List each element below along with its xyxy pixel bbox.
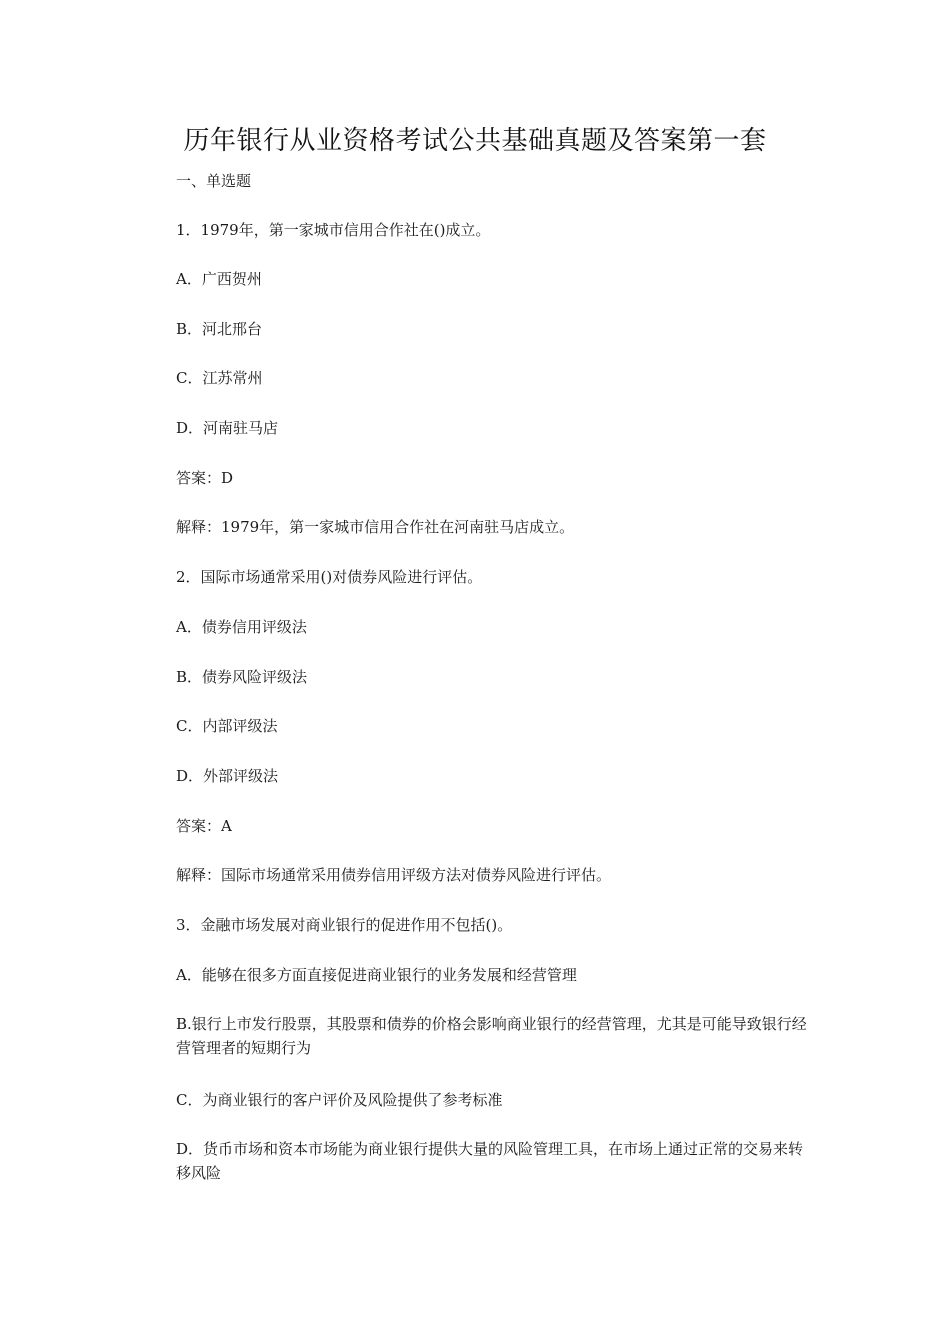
question-2-answer: 答案：A bbox=[176, 817, 232, 835]
question-2-option-d: D．外部评级法 bbox=[176, 767, 279, 785]
question-3-option-c: C．为商业银行的客户评价及风险提供了参考标准 bbox=[176, 1091, 503, 1109]
question-2-stem: 2．国际市场通常采用()对债券风险进行评估。 bbox=[176, 568, 483, 586]
question-3-option-d: D．货币市场和资本市场能为商业银行提供大量的风险管理工具，在市场上通过正常的交易来转移风险 bbox=[176, 1140, 804, 1182]
section-heading: 一、单选题 bbox=[176, 172, 252, 190]
question-1-stem: 1．1979年，第一家城市信用合作社在()成立。 bbox=[176, 221, 491, 239]
question-1-option-b: B．河北邢台 bbox=[176, 320, 263, 338]
question-2-option-a: A．债券信用评级法 bbox=[176, 618, 307, 636]
question-2-option-b: B．债券风险评级法 bbox=[176, 668, 308, 686]
question-3-option-a: A．能够在很多方面直接促进商业银行的业务发展和经营管理 bbox=[176, 966, 577, 984]
question-1-explanation: 解释：1979年，第一家城市信用合作社在河南驻马店成立。 bbox=[176, 518, 575, 536]
document-title: 历年银行从业资格考试公共基础真题及答案第一套 bbox=[183, 126, 767, 156]
question-2-option-c: C．内部评级法 bbox=[176, 717, 278, 735]
question-1-option-d: D．河南驻马店 bbox=[176, 419, 279, 437]
question-1-option-c: C．江苏常州 bbox=[176, 369, 263, 387]
question-3-option-b: B.银行上市发行股票，其股票和债券的价格会影响商业银行的经营管理，尤其是可能导致银行经营管理者的短期行为 bbox=[176, 1015, 807, 1057]
question-1-answer: 答案：D bbox=[176, 469, 234, 487]
question-2-explanation: 解释：国际市场通常采用债券信用评级方法对债券风险进行评估。 bbox=[176, 866, 612, 884]
question-3-stem: 3．金融市场发展对商业银行的促进作用不包括()。 bbox=[176, 916, 513, 934]
question-1-option-a: A．广西贺州 bbox=[176, 270, 262, 288]
